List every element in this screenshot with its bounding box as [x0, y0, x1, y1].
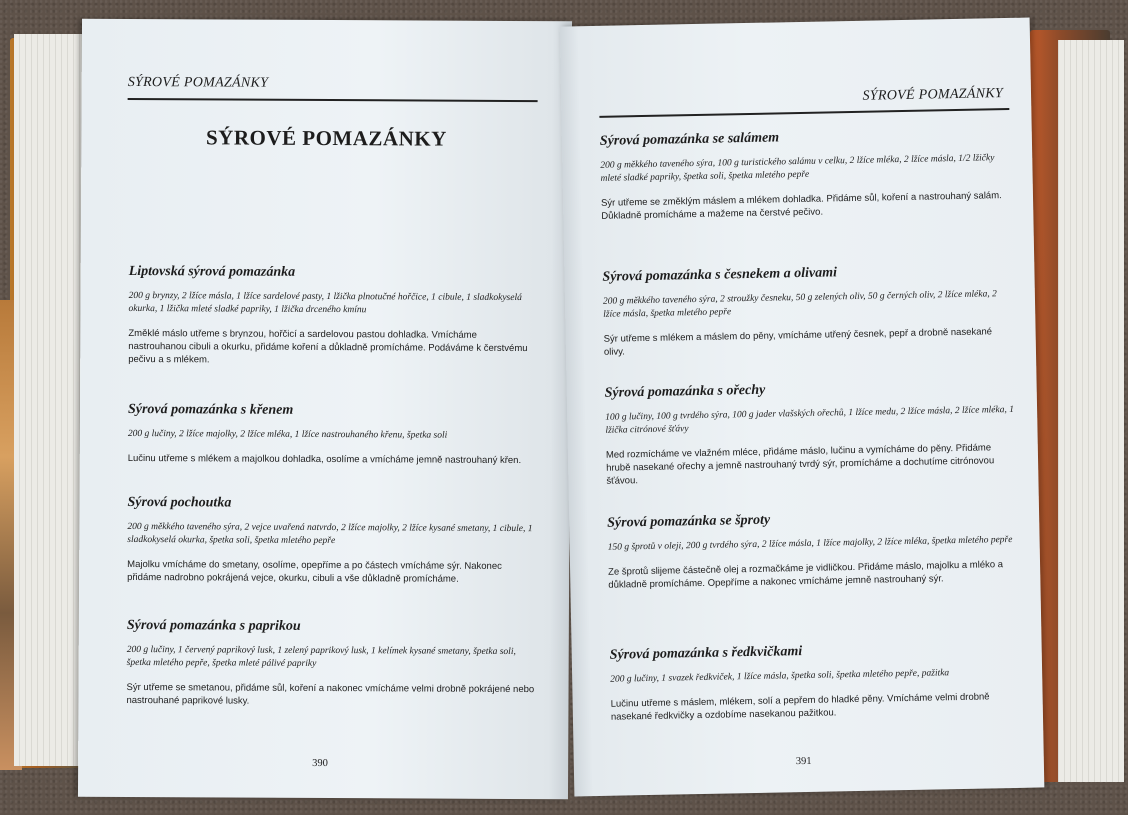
recipe-ingredients: 150 g šprotů v oleji, 200 g tvrdého sýra, 2 lžíce másla, 1 lžíce majolky, 2 lžíce mléka, špetka mletého pepře — [607, 534, 1013, 553]
right-page — [560, 18, 1045, 797]
recipe-ingredients: 200 g měkkého taveného sýra, 2 stroužky česneku, 50 g zelených oliv, 50 g černých oliv, 2 lžíce mléka, 2 lžíce másla, špetka mletého pepře — [602, 289, 997, 320]
running-head: SÝROVÉ POMAZÁNKY — [862, 86, 1004, 104]
recipe-title: Sýrová pomazánka se šproty — [607, 512, 771, 531]
recipe-title: Sýrová pomazánka s ořechy — [604, 382, 766, 401]
page-number: 390 — [312, 757, 328, 770]
recipe-directions: Lučinu utřeme s mlékem a majolkou dohladka, osolíme a vmícháme jemně nastrouhaný křen. — [127, 452, 522, 467]
recipe — [602, 262, 1016, 359]
recipe-title: Sýrová pomazánka s paprikou — [126, 617, 301, 634]
recipe — [605, 378, 1019, 488]
recipe-title: Sýrová pomazánka s česnekem a olivami — [602, 265, 838, 285]
recipe-ingredients: 200 g měkkého taveného sýra, 100 g turistického salámu v celku, 2 lžíce mléka, 2 lžíce másla, 1/2 lžičky mleté sladké papriky, špetka soli, špetka mletého pepře — [600, 153, 995, 184]
recipe-title: Sýrová pomazánka s křenem — [127, 401, 294, 418]
recipe-directions: Změklé máslo utřeme s brynzou, hořčicí a sardelovou pastou dohladka. Vmícháme nastrouhanou cibuli a okurku, přidáme koření a důkladně promícháme. Podáváme k čerstvému pečivu a s mlékem. — [128, 327, 528, 366]
running-head: SÝROVÉ POMAZÁNKY — [127, 74, 269, 91]
recipe-directions: Med rozmícháme ve vlažném mléce, přidáme máslo, lučinu a vymícháme do pěny. Přidáme hrubě nasekané ořechy a jemně nastrouhaný tvrdý sýr, promícháme a dochutíme citrónovou šťávou. — [605, 442, 995, 487]
recipe-ingredients: 200 g lučiny, 1 červený paprikový lusk, 1 zelený paprikový lusk, 1 kelímek kysané smetany, špetka soli, špetka mletého pepře, špetka mleté pálivé papriky — [126, 644, 516, 669]
recipe-title: Liptovská sýrová pomazánka — [128, 263, 296, 280]
header-rule — [128, 98, 538, 102]
recipe — [127, 495, 535, 586]
recipe-title: Sýrová pochoutka — [127, 494, 232, 511]
recipe — [128, 264, 537, 368]
left-page — [78, 19, 572, 800]
recipe-ingredients: 200 g brynzy, 2 lžíce másla, 1 lžíce sardelové pasty, 1 lžička plnotučné hořčice, 1 cibule, 1 sladkokyselá okurka, 1 lžička mleté sladké papriky, 1 lžička drceného kmínu — [128, 290, 522, 316]
recipe-directions: Sýr utřeme se změklým máslem a mlékem dohladka. Přidáme sůl, koření a nastrouhaný salám. Důkladně promícháme a mažeme na čerstvé pečivo. — [600, 190, 1002, 222]
recipe-title: Sýrová pomazánka se salámem — [599, 130, 780, 149]
header-rule — [599, 108, 1009, 117]
recipe-ingredients: 200 g lučiny, 1 svazek ředkviček, 1 lžíce másla, špetka soli, špetka mletého pepře, pažitka — [610, 668, 950, 685]
recipe-ingredients: 100 g lučiny, 100 g tvrdého sýra, 100 g jader vlašských ořechů, 1 lžíce medu, 2 lžíce másla, 2 lžíce mléka, 1 lžička citrónové šťávy — [605, 404, 1015, 436]
chapter-title: SÝROVÉ POMAZÁNKY — [205, 125, 447, 151]
recipe — [128, 402, 536, 467]
recipe-directions: Majolku vmícháme do smetany, osolíme, opepříme a po částech vmícháme sýr. Nakonec přidáme nadrobno pokrájená vejce, okurku, cibuli a vše důkladně promícháme. — [127, 558, 502, 585]
recipe-ingredients: 200 g měkkého taveného sýra, 2 vejce uvařená natvrdo, 2 lžíce majolky, 2 lžíce kysané smetany, 1 cibule, 1 sladkokyselá okurka, špetka soli, špetka mletého pepře — [127, 521, 533, 547]
page-edges-right — [1058, 40, 1124, 782]
recipe-ingredients: 200 g lučiny, 2 lžíce majolky, 2 lžíce mléka, 1 lžíce nastrouhaného křenu, špetka soli — [127, 428, 448, 441]
page-number: 391 — [795, 755, 812, 768]
recipe — [126, 618, 534, 709]
recipe — [600, 126, 1014, 223]
recipe-directions: Lučinu utřeme s máslem, mlékem, solí a pepřem do hladké pěny. Vmícháme velmi drobně nasekané ředkvičky a ozdobíme nasekanou pažitkou. — [610, 691, 990, 723]
recipe — [610, 640, 1023, 724]
page-edges-left — [14, 34, 86, 766]
recipe-directions: Ze šprotů slijeme částečně olej a rozmačkáme je vidličkou. Přidáme máslo, majolku a mléko a důkladně promícháme. Opepříme a nakonec vmícháme jemně nastrouhaný sýr. — [608, 559, 1004, 591]
recipe-directions: Sýr utřeme s mlékem a máslem do pěny, vmícháme utřený česnek, pepř a drobně nasekané olivy. — [603, 326, 993, 358]
recipe-title: Sýrová pomazánka s ředkvičkami — [609, 644, 803, 663]
recipe — [607, 508, 1020, 592]
recipe-directions: Sýr utřeme se smetanou, přidáme sůl, koření a nakonec vmícháme velmi drobně pokrájené nebo nastrouhané paprikové lusky. — [126, 681, 535, 707]
